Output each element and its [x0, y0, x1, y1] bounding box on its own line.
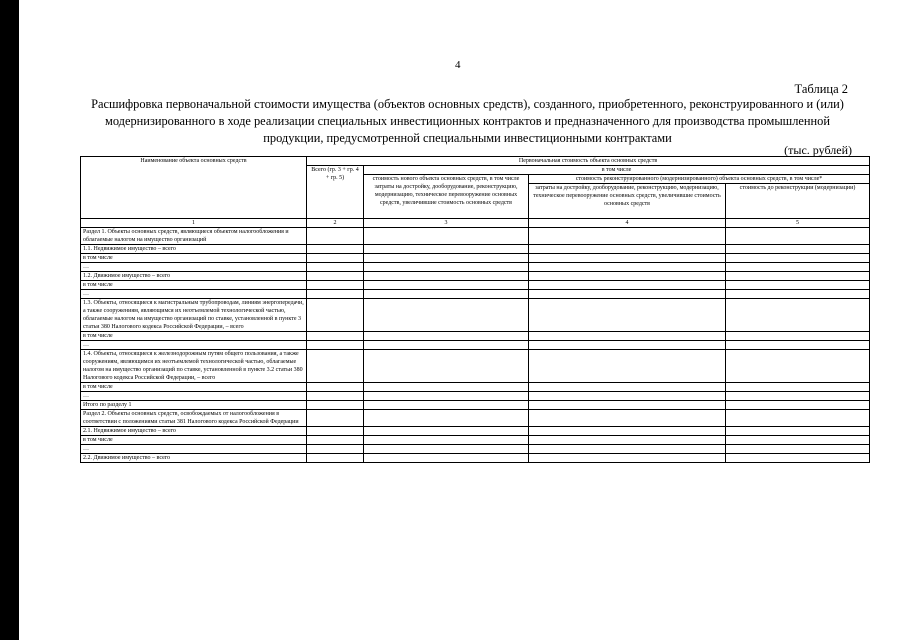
cell-column-2: [307, 454, 364, 463]
cell-column-3: [364, 401, 529, 410]
cell-column-3: [364, 350, 529, 383]
row-label: Итого по разделу 1: [81, 401, 307, 410]
cell-column-5: [726, 454, 870, 463]
cell-column-3: [364, 436, 529, 445]
cell-column-2: [307, 272, 364, 281]
cell-column-5: [726, 401, 870, 410]
header-initial-cost: Первоначальная стоимость объекта основных средств: [307, 157, 870, 166]
cell-column-5: [726, 410, 870, 427]
row-label: в том числе: [81, 281, 307, 290]
cell-column-5: [726, 254, 870, 263]
cell-column-4: [529, 350, 726, 383]
table-row: [81, 299, 870, 332]
cell-column-2: [307, 383, 364, 392]
cell-column-3: [364, 299, 529, 332]
header-name: Наименование объекта основных средств: [81, 157, 307, 219]
cell-column-2: [307, 254, 364, 263]
cell-column-5: [726, 290, 870, 299]
cell-column-5: [726, 392, 870, 401]
cell-column-3: [364, 254, 529, 263]
row-label: 1.3. Объекты, относящиеся к магистральным трубопроводам, линиям энергопередачи, а также сооружениям, являющимся их неотъемлемой технологической частью, облагаемые налогом на имущество организаций по ставке, установленной в пункте 3 статьи 380 Налогового кодекса Российской Федерации, – всего: [81, 299, 307, 332]
table-row: [81, 436, 870, 445]
cell-column-4: [529, 427, 726, 436]
table-row: [81, 427, 870, 436]
table-row: [81, 401, 870, 410]
header-new-object: стоимость нового объекта основных средств, в том числе затраты на достройку, дооборудование, реконструкцию, модернизацию, техническое перевооружение основных средств, увеличившие стоимость основных средств: [364, 175, 529, 219]
cell-column-2: [307, 427, 364, 436]
table-row: [81, 254, 870, 263]
header-including: в том числе: [364, 166, 870, 175]
header-reconstructed: стоимость реконструированного (модернизированного) объекта основных средств, в том числе*: [529, 175, 870, 184]
table-body: [81, 228, 870, 463]
row-label: в том числе: [81, 254, 307, 263]
cell-column-4: [529, 341, 726, 350]
cell-column-3: [364, 383, 529, 392]
cell-column-5: [726, 332, 870, 341]
row-label: в том числе: [81, 383, 307, 392]
cell-column-3: [364, 427, 529, 436]
cell-column-4: [529, 332, 726, 341]
scan-left-edge: [0, 0, 19, 640]
row-label: Раздел 1. Объекты основных средств, являющиеся объектом налогообложения и облагаемые налогом на имущество организаций: [81, 228, 307, 245]
cell-column-5: [726, 263, 870, 272]
cell-column-4: [529, 245, 726, 254]
cell-column-2: [307, 392, 364, 401]
header-total: Всего (гр. 3 + гр. 4 + гр. 5): [307, 166, 364, 219]
row-label: …: [81, 392, 307, 401]
table-row: [81, 281, 870, 290]
cell-column-3: [364, 445, 529, 454]
cell-column-4: [529, 436, 726, 445]
cell-column-2: [307, 445, 364, 454]
cell-column-2: [307, 281, 364, 290]
cell-column-2: [307, 436, 364, 445]
row-label: …: [81, 290, 307, 299]
cell-column-5: [726, 350, 870, 383]
units-note: (тыс. рублей): [784, 143, 852, 157]
cell-column-2: [307, 350, 364, 383]
cell-column-3: [364, 272, 529, 281]
column-number-4: 4: [529, 219, 726, 228]
column-number-2: 2: [307, 219, 364, 228]
header-reconstruction-costs: затраты на достройку, дооборудование, реконструкцию, модернизацию, техническое перевооружение основных средств, увеличившие стоимость основных средств: [529, 184, 726, 219]
column-number-1: 1: [81, 219, 307, 228]
cell-column-3: [364, 410, 529, 427]
cell-column-2: [307, 290, 364, 299]
column-number-3: 3: [364, 219, 529, 228]
cell-column-3: [364, 228, 529, 245]
cell-column-4: [529, 263, 726, 272]
cell-column-3: [364, 332, 529, 341]
table-row: [81, 341, 870, 350]
table-row: [81, 392, 870, 401]
cell-column-3: [364, 454, 529, 463]
row-label: 2.1. Недвижимое имущество – всего: [81, 427, 307, 436]
cell-column-4: [529, 281, 726, 290]
cell-column-5: [726, 299, 870, 332]
cell-column-2: [307, 401, 364, 410]
cell-column-4: [529, 392, 726, 401]
cell-column-4: [529, 401, 726, 410]
cell-column-4: [529, 228, 726, 245]
table-row: [81, 263, 870, 272]
row-label: …: [81, 445, 307, 454]
row-label: 1.4. Объекты, относящиеся к железнодорожным путям общего пользования, а также сооружениям, являющимся их неотъемлемой технологической частью, облагаемые налогом на имущество организаций по ставке, установленной в пункте 3.2 статьи 380 Налогового кодекса Российской Федерации, – всего: [81, 350, 307, 383]
row-label: 1.2. Движимое имущество – всего: [81, 272, 307, 281]
cell-column-5: [726, 272, 870, 281]
table-row: [81, 383, 870, 392]
cell-column-5: [726, 245, 870, 254]
cell-column-3: [364, 281, 529, 290]
row-label: 1.1. Недвижимое имущество – всего: [81, 245, 307, 254]
cell-column-2: [307, 341, 364, 350]
table-header: [81, 157, 870, 228]
header-cost-before: стоимость до реконструкции (модернизации): [726, 184, 870, 219]
cell-column-3: [364, 290, 529, 299]
cell-column-4: [529, 272, 726, 281]
column-number-5: 5: [726, 219, 870, 228]
table-row: [81, 350, 870, 383]
cell-column-2: [307, 332, 364, 341]
cell-column-2: [307, 299, 364, 332]
cost-breakdown-table: [80, 156, 870, 463]
table-row: [81, 245, 870, 254]
cell-column-2: [307, 263, 364, 272]
cell-column-3: [364, 392, 529, 401]
cell-column-4: [529, 383, 726, 392]
cell-column-5: [726, 281, 870, 290]
cell-column-3: [364, 263, 529, 272]
table-row: [81, 290, 870, 299]
cell-column-5: [726, 436, 870, 445]
table-row: [81, 272, 870, 281]
row-label: 2.2. Движимое имущество – всего: [81, 454, 307, 463]
row-label: …: [81, 263, 307, 272]
row-label: в том числе: [81, 436, 307, 445]
row-label: …: [81, 341, 307, 350]
cell-column-5: [726, 228, 870, 245]
table-row: [81, 410, 870, 427]
cell-column-4: [529, 454, 726, 463]
row-label: Раздел 2. Объекты основных средств, освобождаемых от налогообложения в соответствии с положениями статьи 381 Налогового кодекса Российской Федерации: [81, 410, 307, 427]
cell-column-5: [726, 341, 870, 350]
cell-column-3: [364, 245, 529, 254]
cell-column-5: [726, 427, 870, 436]
cell-column-2: [307, 410, 364, 427]
cell-column-4: [529, 254, 726, 263]
cell-column-4: [529, 299, 726, 332]
table-row: [81, 454, 870, 463]
cell-column-5: [726, 383, 870, 392]
table-row: [81, 228, 870, 245]
cell-column-2: [307, 228, 364, 245]
page-number: 4: [455, 59, 461, 71]
row-label: в том числе: [81, 332, 307, 341]
cell-column-4: [529, 445, 726, 454]
cell-column-2: [307, 245, 364, 254]
cell-column-4: [529, 410, 726, 427]
cell-column-3: [364, 341, 529, 350]
table-label: Таблица 2: [794, 82, 848, 96]
document-title: Расшифровка первоначальной стоимости имущества (объектов основных средств), созданного, приобретенного, реконструированного и (или) модернизированного в ходе реализации специальных инвестиционных контрактов и предназначенного для производства промышленной продукции, предусмотренной специальными инвестиционными контрактами: [91, 97, 844, 145]
table-row: [81, 332, 870, 341]
cell-column-5: [726, 445, 870, 454]
cell-column-4: [529, 290, 726, 299]
table-row: [81, 445, 870, 454]
